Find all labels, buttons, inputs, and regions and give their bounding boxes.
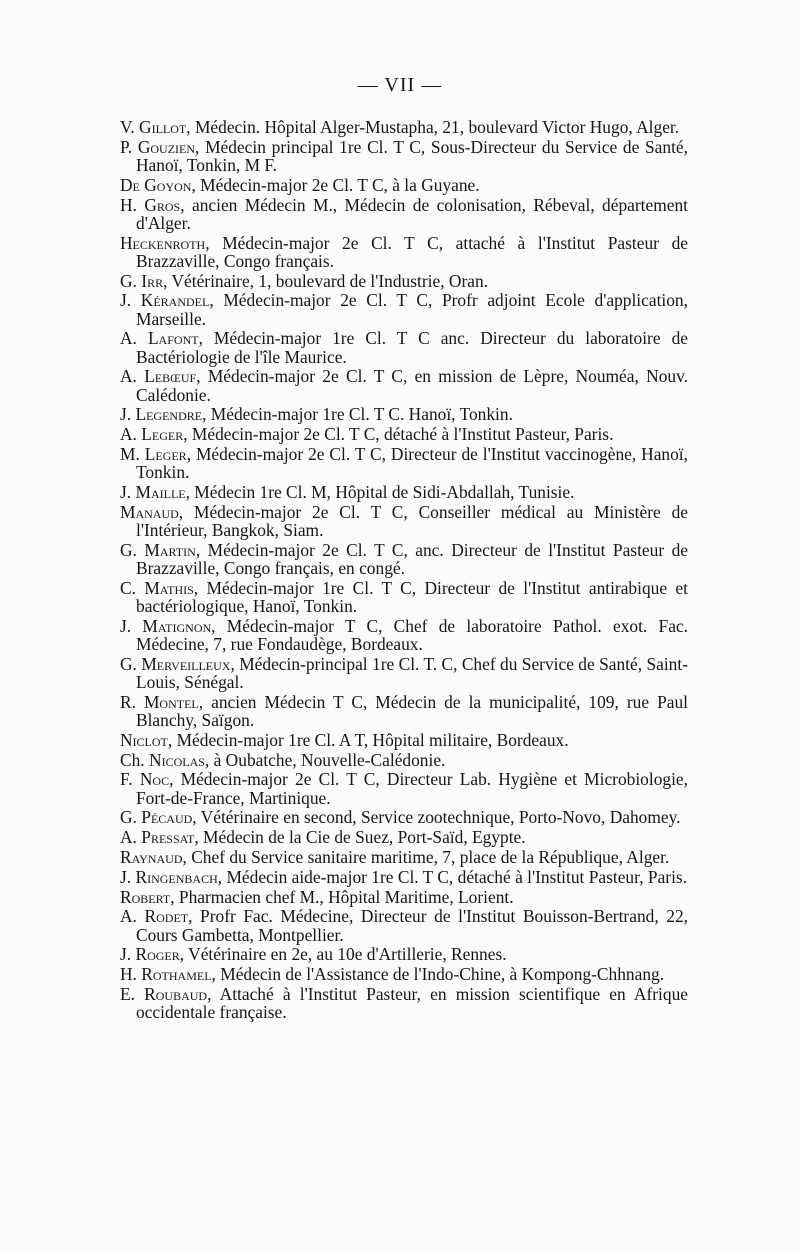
member-entry [120, 617, 688, 653]
entry-surname: Leger [141, 424, 184, 445]
entry-initial: V. [120, 117, 135, 137]
entry-details: , Vétérinaire, 1, boulevard de l'Industrie, Oran. [163, 270, 489, 291]
entry-surname: Nicolas [149, 749, 205, 770]
entry-details: , Médecin-major 2e Cl. T C, Profr adjoint Ecole d'application, Marseille. [136, 290, 688, 329]
entry-surname: Martin [144, 539, 196, 560]
entry-surname: Noc [139, 769, 170, 790]
member-entry [120, 483, 688, 501]
entry-initial: H. [120, 964, 137, 985]
member-entry [120, 868, 688, 886]
entry-details: , Médecin principal 1re Cl. T C, Sous-Directeur du Service de Santé, Hanoï, Tonkin, M F. [136, 136, 688, 175]
member-entry [120, 655, 688, 691]
entry-initial: G. [120, 807, 137, 828]
entry-surname: Maille [135, 481, 186, 502]
member-entry [120, 848, 688, 866]
entry-details: , Médecin-major 2e Cl. T C, Directeur de l'Institut vaccinogène, Hanoï, Tonkin. [136, 443, 688, 483]
entry-surname: Kérandel [140, 290, 210, 311]
entry-details: , Attaché à l'Institut Pasteur, en mission scientifique en Afrique occidentale française. [136, 983, 688, 1023]
entry-surname: Pécaud [141, 807, 193, 828]
member-entry [120, 731, 688, 749]
entry-surname: Niclot [120, 729, 168, 750]
member-entry [120, 907, 688, 943]
entry-details: , ancien Médecin T C, Médecin de la municipalité, 109, rue Paul Blanchy, Saïgon. [136, 691, 688, 730]
entry-surname: Ringenbach [135, 866, 218, 887]
entry-details: , à Oubatche, Nouvelle-Calédonie. [204, 749, 446, 770]
entry-initial: H. [120, 194, 137, 215]
entry-details: , Médecin. Hôpital Alger-Mustapha, 21, boulevard Victor Hugo, Alger. [186, 117, 680, 137]
entry-surname: Robert [120, 886, 171, 907]
member-entry [120, 945, 688, 963]
entry-initial: G. [120, 539, 137, 560]
page-number: — VII — [357, 74, 443, 96]
entry-initial: R. [120, 691, 136, 712]
entry-details: , Médecin aide-major 1re Cl. T C, détaché à l'Institut Pasteur, Paris. [217, 866, 688, 887]
entry-details: , Médecin-major 1re Cl. T C anc. Directeur du laboratoire de Bactériologie de l'île Maurice. [136, 328, 688, 367]
entry-initial: J. [120, 290, 132, 311]
entry-surname: Raynaud [120, 846, 183, 867]
entry-surname: Rothamel [141, 964, 212, 985]
entry-surname: Rodet [144, 906, 189, 927]
member-list [120, 118, 688, 1023]
member-entry [120, 176, 688, 194]
entry-details: , Pharmacien chef M., Hôpital Maritime, Lorient. [170, 886, 514, 907]
entry-surname: Gillot [139, 117, 187, 137]
entry-surname: De Goyon [120, 174, 192, 195]
entry-surname: Matignon [142, 615, 212, 636]
entry-details: , Médecin-major 2e Cl. T C, à la Guyane. [191, 174, 480, 195]
entry-initial: J. [120, 944, 132, 965]
member-entry [120, 808, 688, 826]
entry-initial: M. [120, 443, 140, 464]
member-entry [120, 405, 688, 423]
entry-initial: A. [120, 906, 137, 927]
member-entry [120, 272, 688, 290]
entry-surname: Gouzien [137, 136, 196, 157]
member-entry [120, 541, 688, 577]
entry-details: , Vétérinaire en second, Service zootechnique, Porto-Novo, Dahomey. [192, 807, 681, 828]
entry-initial: E. [120, 983, 135, 1004]
entry-details: , Vétérinaire en 2e, au 10e d'Artillerie, Rennes. [179, 944, 507, 965]
member-entry [120, 751, 688, 769]
entry-initial: C. [120, 577, 136, 598]
entry-initial: J. [120, 615, 132, 636]
entry-details: , Médecin de la Cie de Suez, Port-Saïd, Egypte. [194, 827, 526, 848]
entry-initial: F. [120, 769, 133, 790]
entry-surname: Heckenroth [120, 232, 206, 253]
member-entry [120, 985, 688, 1021]
member-entry [120, 888, 688, 906]
member-entry [120, 445, 688, 481]
member-entry [120, 693, 688, 729]
entry-initial: P. [120, 136, 133, 157]
member-entry [120, 828, 688, 846]
entry-details: , Médecin-major 2e Cl. T C, attaché à l'Institut Pasteur de Brazzaville, Congo français. [136, 232, 688, 271]
entry-initial: J. [120, 866, 132, 887]
entry-details: , Médecin-major 2e Cl. T C, anc. Directeur de l'Institut Pasteur de Brazzaville, Congo français, en congé. [136, 539, 688, 578]
entry-surname: Gros [144, 194, 181, 215]
entry-details: , Profr Fac. Médecine, Directeur de l'Institut Bouisson-Bertrand, 22, Cours Gambetta, Montpellier. [136, 906, 688, 945]
entry-surname: Roubaud [144, 983, 208, 1004]
entry-details: , Médecin de l'Assistance de l'Indo-Chine, à Kompong-Chhnang. [211, 964, 665, 985]
entry-surname: Pressat [141, 827, 195, 848]
entry-initial: G. [120, 270, 137, 291]
entry-surname: Montel [143, 691, 199, 712]
entry-details: , Chef du Service sanitaire maritime, 7, place de la République, Alger. [182, 846, 670, 867]
entry-details: , Médecin 1re Cl. M, Hôpital de Sidi-Abdallah, Tunisie. [185, 481, 575, 502]
entry-initial: A. [120, 424, 137, 445]
member-entry [120, 196, 688, 232]
entry-initial: A. [120, 328, 137, 349]
entry-surname: Lafont [147, 328, 199, 349]
entry-details: , Médecin-major 2e Cl. T C, en mission de Lèpre, Nouméa, Nouv. Calédonie. [136, 366, 688, 405]
entry-initial: J. [120, 481, 132, 502]
entry-details: , Médecin-major 1re Cl. A T, Hôpital militaire, Bordeaux. [167, 729, 569, 750]
entry-initial: Ch. [120, 749, 145, 770]
entry-surname: Lebœuf [144, 366, 197, 387]
member-entry [120, 291, 688, 327]
member-entry [120, 770, 688, 806]
entry-details: , Médecin-major 2e Cl. T C, Directeur Lab. Hygiène et Microbiologie, Fort-de-France, Martinique. [136, 769, 688, 808]
entry-details: , Médecin-principal 1re Cl. T. C, Chef du Service de Santé, Saint-Louis, Sénégal. [136, 653, 688, 692]
member-entry [120, 118, 688, 136]
entry-surname: Manaud [120, 501, 179, 522]
entry-details: , Médecin-major 1re Cl. T C. Hanoï, Tonkin. [202, 404, 513, 425]
entry-initial: A. [120, 366, 137, 387]
member-entry [120, 503, 688, 539]
entry-details: , Médecin-major 2e Cl. T C, Conseiller médical au Ministère de l'Intérieur, Bangkok, Siam. [136, 501, 688, 540]
member-entry [120, 329, 688, 365]
member-entry [120, 965, 688, 983]
member-entry [120, 138, 688, 174]
member-entry [120, 234, 688, 270]
entry-surname: Merveilleux [141, 653, 231, 674]
member-entry [120, 425, 688, 443]
entry-initial: A. [120, 827, 137, 848]
entry-surname: Roger [135, 944, 180, 965]
entry-surname: Leger [144, 443, 187, 464]
entry-details: , ancien Médecin M., Médecin de colonisation, Rébeval, département d'Alger. [136, 194, 688, 233]
entry-initial: G. [120, 653, 137, 674]
member-entry [120, 367, 688, 403]
entry-surname: Legendre [135, 404, 203, 425]
entry-details: , Médecin-major 2e Cl. T C, détaché à l'Institut Pasteur, Paris. [183, 424, 614, 445]
entry-details: , Médecin-major 1re Cl. T C, Directeur de l'Institut antirabique et bactériologique, Hanoï, Tonkin. [136, 577, 688, 616]
entry-surname: Irr [141, 270, 164, 291]
entry-details: , Médecin-major T C, Chef de laboratoire Pathol. exot. Fac. Médecine, 7, rue Fondaudège, Bordeaux. [136, 615, 688, 654]
entry-initial: J. [120, 404, 132, 425]
entry-surname: Mathis [144, 577, 194, 598]
member-entry [120, 579, 688, 615]
